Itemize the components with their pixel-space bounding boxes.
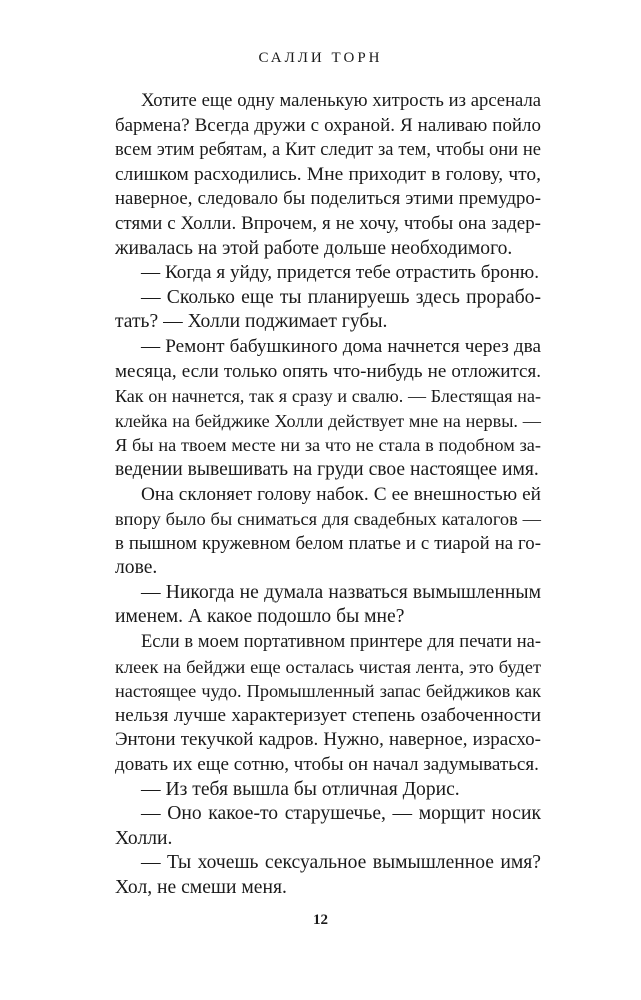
- text-line: стями с Холли. Впрочем, я не хочу, чтобы она задер-: [115, 212, 541, 234]
- text-line: впору было бы сниматься для свадебных каталогов —: [115, 509, 541, 530]
- text-line: именем. А какое подошло бы мне?: [115, 606, 405, 628]
- page-number: 12: [313, 912, 328, 928]
- text-line: довать их еще сотню, чтобы он начал задумываться.: [115, 754, 539, 776]
- text-line: клейка на бейджике Холли действует мне на нервы. —: [115, 410, 541, 431]
- text-line: Хотите еще одну маленькую хитрость из арсенала: [141, 90, 541, 111]
- text-line: нельзя лучше характеризует степень озабоченности: [115, 704, 541, 726]
- text-line: Холли.: [115, 827, 173, 849]
- text-line: Я бы на твоем месте ни за что не стала в подобном за-: [115, 435, 541, 456]
- text-line: лове.: [115, 557, 158, 579]
- text-line: — Оно какое-то старушечье, — морщит носик: [141, 803, 541, 825]
- text-line: — Сколько еще ты планируешь здесь прорабо-: [141, 286, 541, 308]
- text-line: бармена? Всегда дружи с охраной. Я наливаю пойло: [115, 114, 541, 136]
- running-title: САЛЛИ ТОРН: [258, 50, 383, 66]
- text-line: Энтони текучкой кадров. Нужно, наверное, израсхо-: [115, 729, 541, 751]
- text-line: Как он начнется, так я сразу и свалю. — Блестящая на-: [115, 386, 541, 407]
- text-line: ведении вывешивать на груди свое настоящее имя.: [115, 458, 539, 480]
- text-line: месяца, если только опять что-нибудь не отложится.: [115, 360, 541, 382]
- text-line: — Ты хочешь сексуальное вымышленное имя?: [141, 852, 541, 874]
- text-line: — Из тебя вышла бы отличная Дорис.: [141, 778, 460, 800]
- text-line: — Ремонт бабушкиного дома начнется через два: [141, 335, 541, 357]
- text-line: настоящее чудо. Промышленный запас бейджиков как: [115, 681, 541, 702]
- text-line: в пышном кружевном белом платье и с тиарой на го-: [115, 532, 541, 554]
- text-line: всем этим ребятам, а Кит следит за тем, чтобы они не: [115, 140, 541, 161]
- text-line: слишком расходились. Мне приходит в голову, что,: [115, 163, 541, 185]
- text-line: Хол, не смеши меня.: [115, 877, 287, 898]
- text-line: наверное, следовало бы поделиться этими премудро-: [115, 188, 541, 210]
- body-text: [115, 89, 541, 901]
- text-line: — Никогда не думала назваться вымышленным: [141, 581, 541, 603]
- text-line: Если в моем портативном принтере для печати на-: [141, 632, 541, 653]
- text-line: клеек на бейджи еще осталась чистая лента, это будет: [115, 656, 541, 677]
- text-line: тать? — Холли поджимает губы.: [115, 311, 388, 333]
- text-line: живалась на этой работе дольше необходимого.: [115, 237, 513, 259]
- text-line: — Когда я уйду, придется тебе отрастить броню.: [141, 262, 540, 284]
- text-line: Она склоняет голову набок. С ее внешностью ей: [141, 483, 541, 505]
